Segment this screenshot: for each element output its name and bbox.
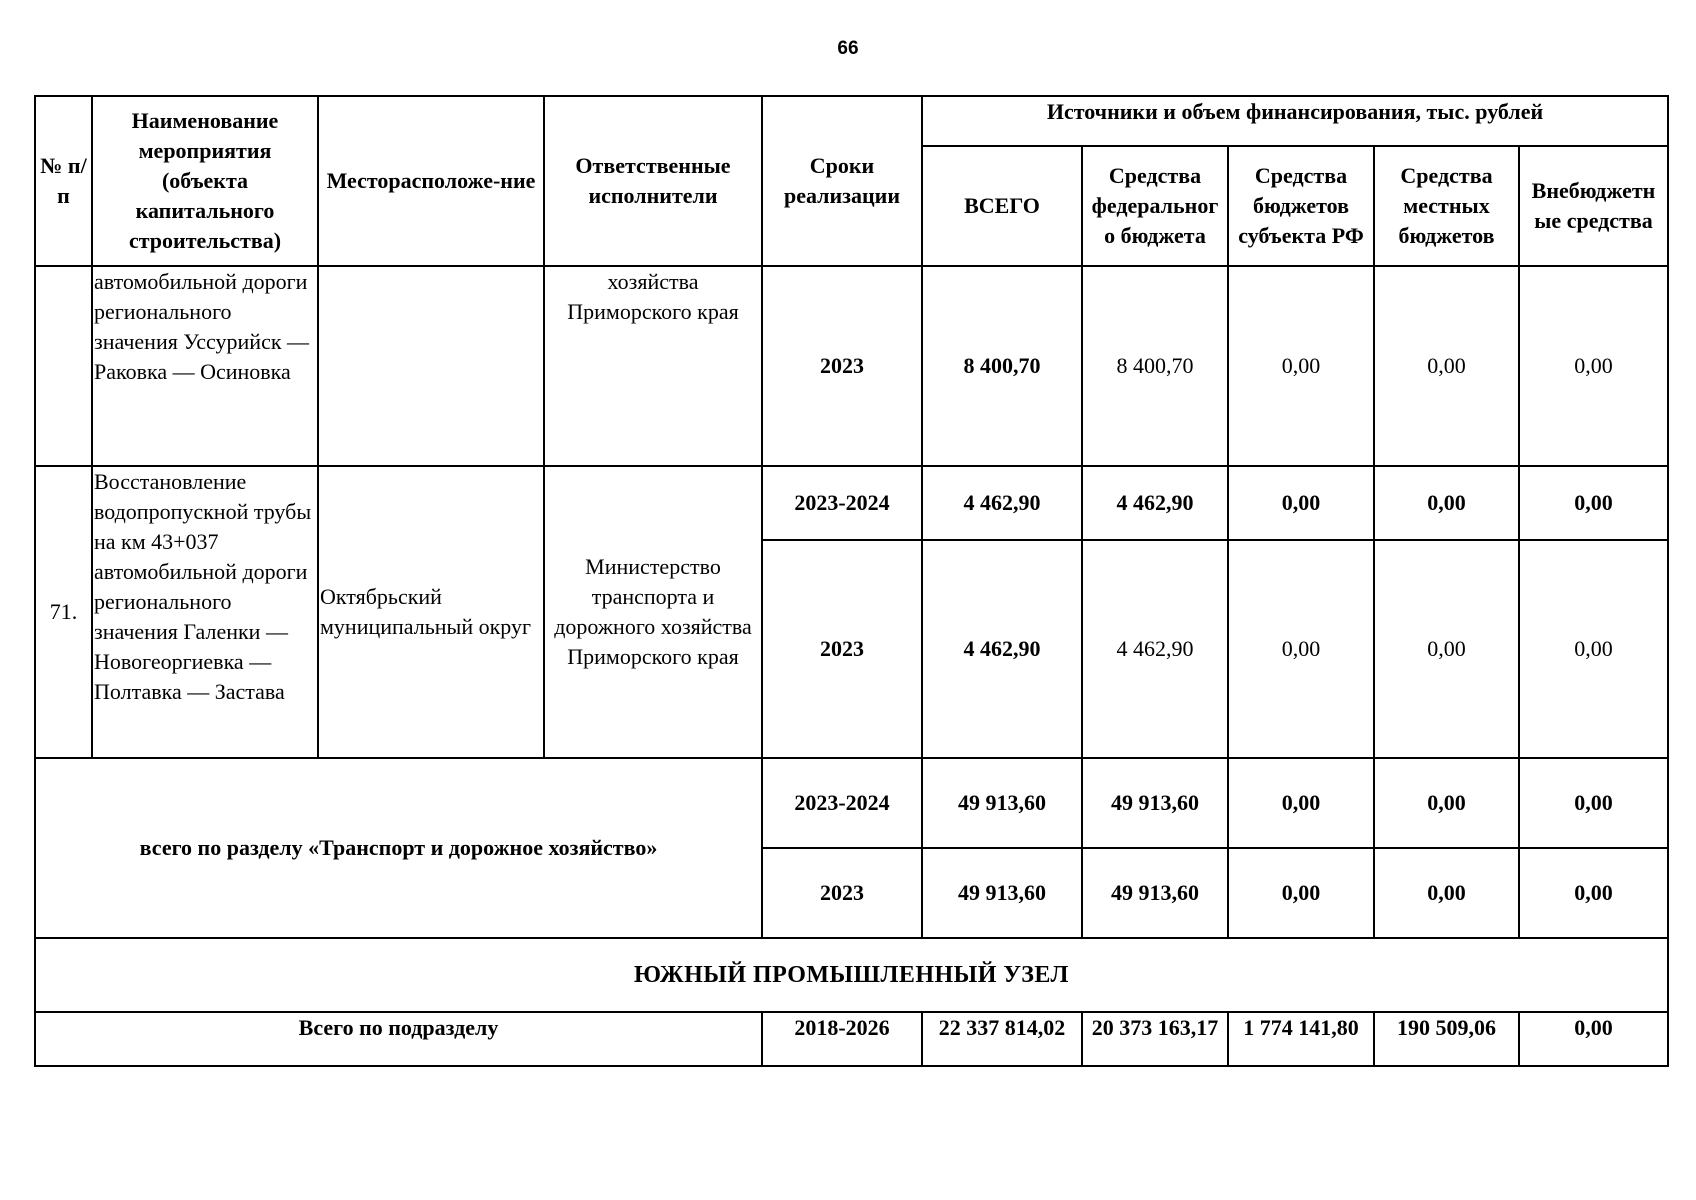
header-total: ВСЕГО [922, 146, 1082, 266]
header-name: Наименование мероприятия (объекта капитального строительства) [92, 96, 318, 266]
item71-num: 71. [35, 466, 92, 758]
item71-r1-federal: 4 462,90 [1082, 466, 1228, 540]
section-r2-subject: 0,00 [1228, 848, 1374, 938]
item71-r2-local: 0,00 [1374, 540, 1519, 758]
section-r1-extra: 0,00 [1519, 758, 1668, 848]
cont-location [318, 266, 544, 466]
cont-num [35, 266, 92, 466]
item71-r2-subject: 0,00 [1228, 540, 1374, 758]
section-r1-federal: 49 913,60 [1082, 758, 1228, 848]
subsection-extra: 0,00 [1519, 1012, 1668, 1066]
cont-name: автомобильной дороги регионального значения Уссурийск — Раковка — Осиновка [92, 266, 318, 466]
header-terms: Сроки реализации [762, 96, 922, 266]
subsection-total: 22 337 814,02 [922, 1012, 1082, 1066]
cont-total: 8 400,70 [922, 266, 1082, 466]
item71-r1-extra: 0,00 [1519, 466, 1668, 540]
cont-subject: 0,00 [1228, 266, 1374, 466]
table-row [35, 266, 1668, 466]
header-responsible: Ответственные исполнители [544, 96, 762, 266]
section-r2-term: 2023 [762, 848, 922, 938]
item71-r2-term: 2023 [762, 540, 922, 758]
section-r1-subject: 0,00 [1228, 758, 1374, 848]
section-r2-extra: 0,00 [1519, 848, 1668, 938]
item71-location: Октябрьский муниципальный округ [318, 466, 544, 758]
subsection-total-label: Всего по подразделу [35, 1012, 762, 1066]
cont-term: 2023 [762, 266, 922, 466]
table-row [35, 1012, 1668, 1066]
subsection-subject: 1 774 141,80 [1228, 1012, 1374, 1066]
subsection-local: 190 509,06 [1374, 1012, 1519, 1066]
section-r2-total: 49 913,60 [922, 848, 1082, 938]
item71-r1-local: 0,00 [1374, 466, 1519, 540]
page-number: 66 [837, 38, 859, 59]
item71-name: Восстановление водопропускной трубы на км 43+037 автомобильной дороги регионального значения Галенки — Новогеоргиевка — Полтавка — Застава [92, 466, 318, 758]
item71-r2-federal: 4 462,90 [1082, 540, 1228, 758]
item71-r2-extra: 0,00 [1519, 540, 1668, 758]
header-extra: Внебюджетн ые средства [1519, 146, 1668, 266]
item71-r2-total: 4 462,90 [922, 540, 1082, 758]
header-location: Месторасположе-ние [318, 96, 544, 266]
header-subject: Средства бюджетов субъекта РФ [1228, 146, 1374, 266]
header-num: № п/п [35, 96, 92, 266]
table-row [35, 758, 1668, 848]
subsection-federal: 20 373 163,17 [1082, 1012, 1228, 1066]
section-r2-federal: 49 913,60 [1082, 848, 1228, 938]
table-row [35, 466, 1668, 540]
item71-r1-subject: 0,00 [1228, 466, 1374, 540]
header-local: Средства местных бюджетов [1374, 146, 1519, 266]
cont-federal: 8 400,70 [1082, 266, 1228, 466]
section-r1-total: 49 913,60 [922, 758, 1082, 848]
section-r1-term: 2023-2024 [762, 758, 922, 848]
section-r1-local: 0,00 [1374, 758, 1519, 848]
section-heading: ЮЖНЫЙ ПРОМЫШЛЕННЫЙ УЗЕЛ [35, 938, 1668, 1012]
financing-table [34, 95, 1669, 1067]
item71-responsible: Министерство транспорта и дорожного хозяйства Приморского края [544, 466, 762, 758]
header-financing-group: Источники и объем финансирования, тыс. рублей [922, 96, 1668, 146]
item71-r1-total: 4 462,90 [922, 466, 1082, 540]
cont-local: 0,00 [1374, 266, 1519, 466]
section-r2-local: 0,00 [1374, 848, 1519, 938]
subsection-term: 2018-2026 [762, 1012, 922, 1066]
cont-responsible: хозяйства Приморского края [544, 266, 762, 466]
cont-extra: 0,00 [1519, 266, 1668, 466]
section-total-label: всего по разделу «Транспорт и дорожное хозяйство» [35, 758, 762, 938]
header-federal: Средства федеральног о бюджета [1082, 146, 1228, 266]
item71-r1-term: 2023-2024 [762, 466, 922, 540]
